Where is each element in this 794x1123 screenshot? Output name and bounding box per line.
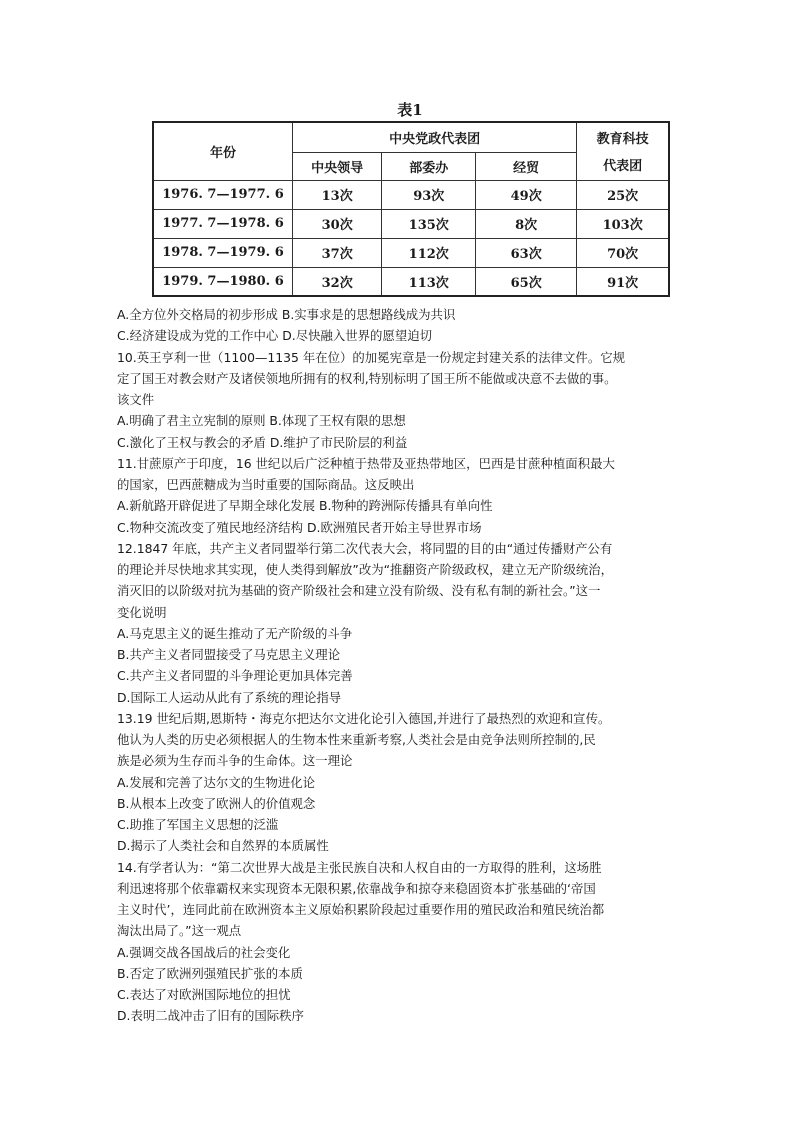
q14-stem-line: 主义时代’，连同此前在欧洲资本主义原始积累阶段起过重要作用的殖民政治和殖民统治都: [117, 902, 605, 917]
header-edu-line2: 代表团: [603, 159, 643, 175]
q13-stem-line: 13.19 世纪后期,恩斯特・海克尔把达尔文进化论引入德国,并进行了最热烈的欢迎和宣传。: [117, 710, 611, 726]
q10-option-line: C.激化了王权与教会的矛盾 D.维护了市民阶层的利益: [117, 434, 408, 450]
header-central-delegation: 中央党政代表团: [292, 122, 576, 152]
subheader-ministries: 部委办: [382, 152, 476, 180]
cell-trade: 8次: [476, 209, 577, 238]
q10-stem-line: 10.英王亨利一世（1100—1135 年在位）的加冕宪章是一份规定封建关系的法律文件。它规: [117, 349, 625, 365]
q14-option-d: D.表明二战冲击了旧有的国际秩序: [117, 1008, 304, 1024]
cell-edu: 70次: [577, 238, 669, 267]
q14-option-a: A.强调交战各国战后的社会变化: [117, 944, 291, 960]
cell-year: 1978. 7—1979. 6: [153, 238, 292, 267]
q14-stem-line: 淘汰出局了。”这一观点: [117, 923, 242, 939]
q12-stem-line: 变化说明: [117, 604, 167, 620]
q12-option-d: D.国际工人运动从此有了系统的理论指导: [117, 689, 342, 705]
cell-year: 1977. 7—1978. 6: [153, 209, 292, 238]
q9-option-line: C.经济建设成为党的工作中心 D.尽快融入世界的愿望迫切: [117, 328, 432, 344]
q10-stem-line: 该文件: [117, 392, 155, 407]
q12-option-b: B.共产主义者同盟接受了马克思主义理论: [117, 647, 341, 662]
cell-year: 1979. 7—1980. 6: [153, 267, 292, 296]
table-row: [153, 180, 669, 209]
delegation-table: [152, 121, 670, 297]
header-year: 年份: [153, 122, 292, 180]
q14-option-c: C.表达了对欧洲国际地位的担忧: [117, 987, 291, 1002]
cell-leaders: 13次: [292, 180, 382, 209]
table-row: [153, 238, 669, 267]
cell-edu: 103次: [577, 209, 669, 238]
table-row: [153, 267, 669, 296]
q13-stem-line: 他认为人类的历史必须根据人的生物本性来重新考察,人类社会是由竞争法则所控制的,民: [117, 732, 596, 747]
cell-ministries: 93次: [382, 180, 476, 209]
cell-trade: 65次: [476, 267, 577, 296]
q11-option-line: C.物种交流改变了殖民地经济结构 D.欧洲殖民者开始主导世界市场: [117, 519, 482, 535]
table-row: [153, 209, 669, 238]
q10-stem-line: 定了国王对教会财产及诸侯领地所拥有的权利,特别标明了国王所不能做或决意不去做的事。: [117, 370, 617, 386]
q12-stem-line: 消灭旧的以阶级对抗为基础的资产阶级社会和建立没有阶级、没有私有制的新社会。”这一: [117, 583, 601, 599]
cell-ministries: 112次: [382, 238, 476, 267]
questions-block: [117, 304, 687, 1027]
q12-option-c: C.共产主义者同盟的斗争理论更加具体完善: [117, 668, 353, 684]
cell-edu: 91次: [577, 267, 669, 296]
subheader-trade: 经贸: [476, 152, 577, 180]
subheader-leaders: 中央领导: [292, 152, 382, 180]
q14-stem-line: 利迅速将那个依靠霸权来实现资本无限积累,依靠战争和掠夺来稳固资本扩张基础的‘帝国: [117, 880, 596, 896]
q10-option-line: A.明确了君主立宪制的原则 B.体现了王权有限的思想: [117, 413, 406, 429]
q14-stem-line: 14.有学者认为：“第二次世界大战是主张民族自决和人权自由的一方取得的胜利，这场胜: [117, 859, 602, 875]
cell-year: 1976. 7—1977. 6: [153, 180, 292, 209]
cell-ministries: 135次: [382, 209, 476, 238]
q13-option-a: A.发展和完善了达尔文的生物进化论: [117, 774, 316, 790]
cell-leaders: 30次: [292, 209, 382, 238]
table-title: 表1: [397, 101, 423, 119]
cell-edu: 25次: [577, 180, 669, 209]
cell-ministries: 113次: [382, 267, 476, 296]
q13-option-c: C.助推了军国主义思想的泛滥: [117, 817, 279, 832]
header-edu-delegation: [577, 122, 669, 180]
cell-trade: 49次: [476, 180, 577, 209]
q9-option-line: A.全方位外交格局的初步形成 B.实事求是的思想路线成为共识: [117, 307, 456, 322]
header-edu-line1: 教育科技: [596, 132, 649, 148]
q13-option-d: D.揭示了人类社会和自然界的本质属性: [117, 838, 329, 854]
q12-stem-line: 12.1847 年底，共产主义者同盟举行第二次代表大会，将同盟的目的由“通过传播财产公有: [117, 540, 613, 556]
q12-option-a: A.马克思主义的诞生推动了无产阶级的斗争: [117, 625, 353, 641]
q11-stem-line: 11.甘蔗原产于印度，16 世纪以后广泛种植于热带及亚热带地区，巴西是甘蔗种植面积最大: [117, 455, 615, 471]
q13-option-b: B.从根本上改变了欧洲人的价值观念: [117, 795, 316, 811]
q13-stem-line: 族是必须为生存而斗争的生命体。这一理论: [117, 753, 353, 769]
cell-leaders: 37次: [292, 238, 382, 267]
q12-stem-line: 的理论并尽快地求其实现，使人类得到解放”改为“推翻资产阶级政权，建立无产阶级统治，: [117, 562, 614, 577]
q14-option-b: B.否定了欧洲列强殖民扩张的本质: [117, 965, 303, 981]
q11-option-line: A.新航路开辟促进了早期全球化发展 B.物种的跨洲际传播具有单向性: [117, 498, 493, 514]
cell-trade: 63次: [476, 238, 577, 267]
cell-leaders: 32次: [292, 267, 382, 296]
q11-stem-line: 的国家，巴西蔗糖成为当时重要的国际商品。这反映出: [117, 477, 415, 492]
